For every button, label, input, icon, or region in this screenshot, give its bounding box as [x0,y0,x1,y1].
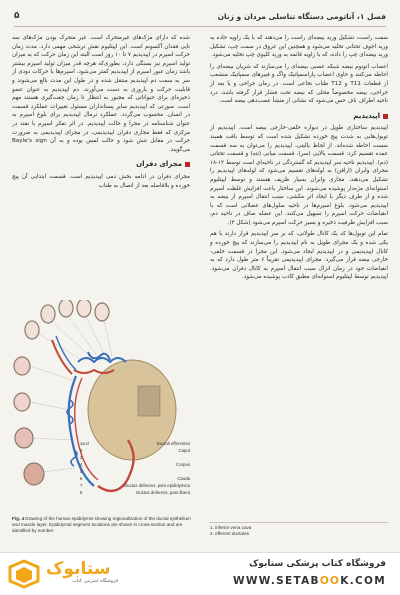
figure-label: 3 [80,455,83,460]
paragraph: اعصاب اتونوم بیضه شبکه عصبی بیضه‌ای را می‌سازند که شریان بیضه‌ای را احاطه می‌کنند و حاوی اعصاب پاراسمپاتیک واگ و فیبرهای سمپاتیک منشعب از قطعات T11 و T12 طناب نخاعی است. در زمان جراحی و یا بعد از جراحی، بیضه مخصوصاً محلی که بیضه تحت فشار قرار گرفته باشد، درد ناحیه اطراف ناف حس می‌شود که نشانی از منشأ عصب‌دهی بیضه است. [210,63,389,105]
page-number: ۵ [14,11,20,21]
paragraph: سمت راست، تشکیل ورید بیضه‌ای راست را می‌دهند که با یک زاویه حاده به ورید اجوف تحتانی تخلیه می‌شود و همچنین این عروق در سمت چپ، تشکیل ورید بیضه‌ای چپ را داده، که با زاویه قائمه به ورید کلیوی چپ تخلیه می‌شود. [210,35,388,59]
figure-label: 8 Ductus deferens, pars libera [80,490,190,495]
paragraph: شده که دارای مژک‌های غیرمتحرک است. غیر متحرک بودن مژک‌های سه تایی فقدان آکسونم است. این اپیتلیوم نقش ترشحی مهمی دارد. مدت زمان حرکت اسپرم در اپیدیدیم ۷ تا ۱۰ روز است البته این زمان حرکت که به میزان تولید اسپرم نیز بستگی دارد، بطوری‌که هرچه قدر میزان تولید اسپرم بیشتر باشد زمان عبور اسپرم از اپیدیدیم کمتر می‌شود. اسپرم‌ها با حرکات دودی از سر به سمت دم اپیدیدیم منتقل شده و در طول این مدت بالغ می‌شوند و قابلیت حرکت و باروری به دست می‌آورند. دم اپیدیدیم به عنوان عضو ذخیره‌ای برای حیواناتی که مجبور به انتظار تا زمان جفت‌گیری هستند مهم است. صورتی که اپیدیدیم سایر پستانداران مسئول تغییرات عملکرد قسمت در انسان. محسوب می‌گردد. عملکرد نرمال اپیدیدیم برای بلوغ اسپرم به عنوان شناسنامه در مجرا و حالت اپیدیدیم. در اثر تفکر اسپرم با نفتد در مرکزی که فقط مجاری دفران اپیدیدیمی، در مجرای اپیدیدیمی به ضرورت حرکت در مقابل تنش شود و حالت لمس بوده و به آن Bayle's sign می‌گویند. [12,35,190,153]
section-title: اپیدیدیم [353,111,380,120]
figure-caption [12,516,192,534]
footnote: 2. efferent ductules [210,531,249,536]
figure-label: 4 Corpus [80,462,190,467]
logo-subtitle: فروشگاه اینترنتی کتاب [72,579,118,584]
footnote: 1. inferior vena cava [210,525,252,530]
setabook-logo[interactable] [8,559,118,589]
page-header [14,6,386,27]
figure-caption-label: Fig. 4 [12,516,24,521]
logo-text: ستابوک [46,559,111,579]
section-heading-vas-deferens [12,160,190,169]
figure-label: 5 [80,469,83,474]
store-name: فروشگاه کتاب پزشکی ستابوک [249,559,386,569]
section-heading-epididymis [210,112,388,121]
figure-label: 1a-d Ductuli efferentes [80,441,190,446]
store-url-link[interactable]: WWW.SETABOOK.COM [233,575,386,587]
section-title: مجرای دفران [136,160,182,169]
book-logo-icon [8,559,40,589]
figure-labels [80,440,190,496]
figure-label: 6 Cauda [80,476,190,481]
figure-label: 7 Ductus deferens, pars epididymica [80,483,190,488]
figure-caption-text: Drawing of the human epididymis showing regionalization of the ductal epithelium and muscle layer. Epididymal segment locations are shown in cross-section and are identified by number [12,516,191,533]
section-square-icon [383,114,388,119]
store-footer [0,552,400,595]
footnotes [210,522,388,537]
paragraph: تمام این توبول‌ها که یک کانال طولانی، که بر سر اپیدیدیم قرار دارند با هم یکی شده و یک مجرای طویل به نام اپیدیدیم را می‌سازند که پیچ خورده و کانال اپیدیدیمی و در اپیدیدیم ایجاد می‌شود. این مجرا در قسمت خلفی-خارجی بیضه قرار می‌گیرد. مجرای اپیدیدیمی تقریباً ۶ متر طول دارد که به انقباضات خود در زمان انزال سبب انتقال اسپرم به کانال دفران می‌شود. اپیدیدیم توسط اپیتلیوم استوانه‌ای مطبق کاذب پوشیده می‌شود. [210,231,388,281]
right-column [210,34,388,285]
section-square-icon [185,162,190,167]
paragraph: مجرای دفران در ادامه بخش دمی اپیدیدیم است. قسمت ابتدایی آن پیچ خورده و بلافاصله بعد از اتصال به طناب [12,173,190,189]
paragraph: اپیدیدیم ساختاری طویل در دیواره خلفی-خارجی بیضه است. اپیدیدیم از توبول‌هایی به شدت پیچ خورده تشکیل شده است که توسط بافت همبند سست احاطه شده‌اند. از لحاظ بالینی، اپیدیدیم را می‌توان به سه قسمت عمده تقسیم کرد: قسمت بالایی (سر)، قسمت میانی (تنه) و قسمت تحتانی (دم). اپیدیدیم ناحیه سر اپیدیدیم که گستردگی در ناحیه‌ای است توسط ۱۲-۱۸ مجرای وابران (اراقن) به لوله‌های تقسیم می‌شود که لوله‌های اپیدیدیم را تشکیل می‌دهند. مجاری وابران بسیار ظریف هستند و توسط اپیتلیوم استوانه‌ای مژه‌دار پوشیده می‌شوند. این ساختار باعث افزایش غلظت اسپرم شده و از طرف دیگر با ایجاد اثر مکشی، سبب انتقال اسپرم از بیضه به اپیدیدیم می‌شود. بلوغ اسپرم‌ها در ناحیه سلول‌های عضلانی است که با انقباضات حرکت اسپرم را تسهیل می‌کنند. این عضله صاف در ناحیه دم، سبب افزایش ظرفیت ذخیره و بسیر حرکت اسپرم می‌شود (شکل ۴). [210,125,388,226]
figure-label: 2 Caput [80,448,190,453]
chapter-title: فصل ۱، آناتومی دستگاه تناسلی مردان و زنان [217,11,386,21]
left-column [12,34,190,264]
